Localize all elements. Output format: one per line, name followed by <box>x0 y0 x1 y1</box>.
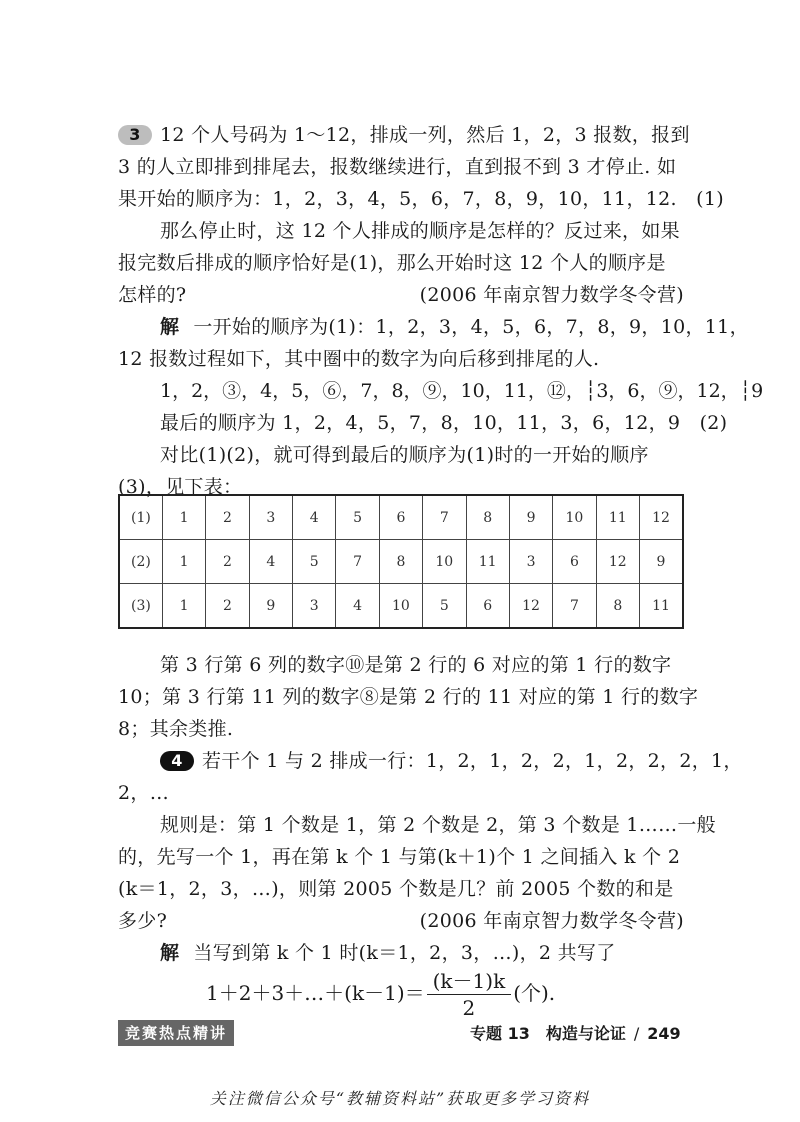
table-cell: 9 <box>249 584 292 629</box>
solution-3-line-6: (3)，见下表： <box>118 476 243 498</box>
table-cell: 5 <box>423 584 466 629</box>
table-cell: 10 <box>423 540 466 584</box>
table-cell: 12 <box>640 495 684 540</box>
formula-right: (个). <box>513 981 556 1005</box>
table-cell: 11 <box>640 584 684 629</box>
table-cell: 7 <box>423 495 466 540</box>
table-row <box>119 584 683 629</box>
solution-label: 解 <box>160 316 180 338</box>
table-cell: 1 <box>162 584 205 629</box>
problem-4-line-4: 的，先写一个 1，再在第 k 个 1 与第(k＋1)个 1 之间插入 k 个 2 <box>118 846 681 868</box>
problem-3-line-3: 果开始的顺序为：1，2，3，4，5，6，7，8，9，10，11，12. (1) <box>118 188 724 210</box>
table-cell: 9 <box>509 495 552 540</box>
table-cell: 10 <box>379 584 422 629</box>
table-cell: 9 <box>640 540 684 584</box>
fraction-numerator: (k－1)k <box>427 968 512 995</box>
problem-4-line-3: 规则是：第 1 个数是 1，第 2 个数是 2，第 3 个数是 1……一般 <box>160 814 716 836</box>
explain-line-1: 第 3 行第 6 列的数字⑩是第 2 行的 6 对应的第 1 行的数字 <box>160 654 672 676</box>
formula-left: 1＋2＋3＋…＋(k－1)＝ <box>206 981 425 1005</box>
explain-line-2: 10；第 3 行第 11 列的数字⑧是第 2 行的 11 对应的第 1 行的数字 <box>118 686 699 708</box>
solution-3-line-1 <box>160 314 749 340</box>
table-cell: 4 <box>293 495 336 540</box>
problem-source: (2006 年南京智力数学冬令营) <box>419 910 684 932</box>
row-label-cell: (2) <box>119 540 162 584</box>
table-cell: 12 <box>596 540 639 584</box>
problem-number-badge: 3 <box>118 125 152 145</box>
table-cell: 7 <box>553 584 596 629</box>
explain-line-3: 8；其余类推. <box>118 718 234 740</box>
table-cell: 2 <box>206 495 249 540</box>
order-table-body <box>119 495 683 628</box>
table-cell: 6 <box>553 540 596 584</box>
solution-3-sequence: 1，2，③，4，5，⑥，7，8，⑨，10，11，⑫，┆3，6，⑨，12，┆9 <box>160 380 764 402</box>
solution-label: 解 <box>160 942 180 964</box>
table-cell: 1 <box>162 540 205 584</box>
series-label: 竞赛热点精讲 <box>118 1020 234 1046</box>
table-cell: 6 <box>466 584 509 629</box>
page-number: 249 <box>647 1024 681 1043</box>
table-cell: 8 <box>466 495 509 540</box>
solution-text: 当写到第 k 个 1 时(k＝1，2，3，…)，2 共写了 <box>193 942 616 964</box>
solution-3-line-5: 对比(1)(2)，就可得到最后的顺序为(1)时的一开始的顺序 <box>160 444 649 466</box>
problem-3-line-5: 报完数后排成的顺序恰好是(1)，那么开始时这 12 个人的顺序是 <box>118 252 666 274</box>
table-row <box>119 495 683 540</box>
problem-4-line-5: (k＝1，2，3，…)，则第 2005 个数是几？前 2005 个数的和是 <box>118 878 674 900</box>
table-cell: 6 <box>379 495 422 540</box>
row-label-cell: (3) <box>119 584 162 629</box>
problem-text: 怎样的? <box>118 284 187 306</box>
running-footer <box>470 1022 681 1046</box>
fraction <box>427 968 512 1021</box>
table-cell: 3 <box>249 495 292 540</box>
table-cell: 11 <box>596 495 639 540</box>
table-cell: 1 <box>162 495 205 540</box>
watermark-text: 关注微信公众号“教辅资料站”获取更多学习资料 <box>209 1089 591 1108</box>
table-cell: 7 <box>336 540 379 584</box>
problem-source: (2006 年南京智力数学冬令营) <box>419 284 684 306</box>
table-cell: 3 <box>293 584 336 629</box>
table-row <box>119 540 683 584</box>
row-label-cell: (1) <box>119 495 162 540</box>
table-cell: 4 <box>249 540 292 584</box>
problem-text: 12 个人号码为 1～12，排成一列，然后 1，2，3 报数，报到 <box>160 124 690 146</box>
order-table <box>118 494 684 629</box>
solution-4-line-1 <box>160 940 684 966</box>
table-cell: 12 <box>509 584 552 629</box>
problem-4-line-1 <box>160 748 743 774</box>
problem-text: 多少? <box>118 910 168 932</box>
table-cell: 5 <box>293 540 336 584</box>
problem-3-line-4: 那么停止时，这 12 个人排成的顺序是怎样的？反过来，如果 <box>160 220 680 242</box>
table-cell: 8 <box>596 584 639 629</box>
sum-formula <box>206 968 555 1021</box>
problem-number-badge: 4 <box>160 751 194 771</box>
table-cell: 8 <box>379 540 422 584</box>
table-cell: 2 <box>206 540 249 584</box>
table-cell: 11 <box>466 540 509 584</box>
solution-text: 一开始的顺序为(1)：1，2，3，4，5，6，7，8，9，10，11， <box>193 316 749 338</box>
solution-3-line-4: 最后的顺序为 1，2，4，5，7，8，10，11，3，6，12，9 (2) <box>160 412 728 434</box>
solution-3-line-2: 12 报数过程如下，其中圈中的数字为向后移到排尾的人. <box>118 348 600 370</box>
footer-separator: / <box>633 1024 640 1043</box>
problem-3-line-6 <box>118 282 684 308</box>
table-cell: 5 <box>336 495 379 540</box>
table-cell: 10 <box>553 495 596 540</box>
chapter-title: 专题 13 构造与论证 <box>470 1024 626 1043</box>
problem-3-line-1 <box>118 122 690 148</box>
table-cell: 3 <box>509 540 552 584</box>
table-cell: 4 <box>336 584 379 629</box>
fraction-denominator: 2 <box>462 996 476 1020</box>
problem-4-line-2: 2，… <box>118 782 169 804</box>
problem-4-line-6 <box>118 908 684 934</box>
problem-text: 若干个 1 与 2 排成一行：1，2，1，2，2，1，2，2，2，1， <box>202 750 743 772</box>
problem-3-line-2: 3 的人立即排到排尾去，报数继续进行，直到报不到 3 才停止. 如 <box>118 156 677 178</box>
table-cell: 2 <box>206 584 249 629</box>
